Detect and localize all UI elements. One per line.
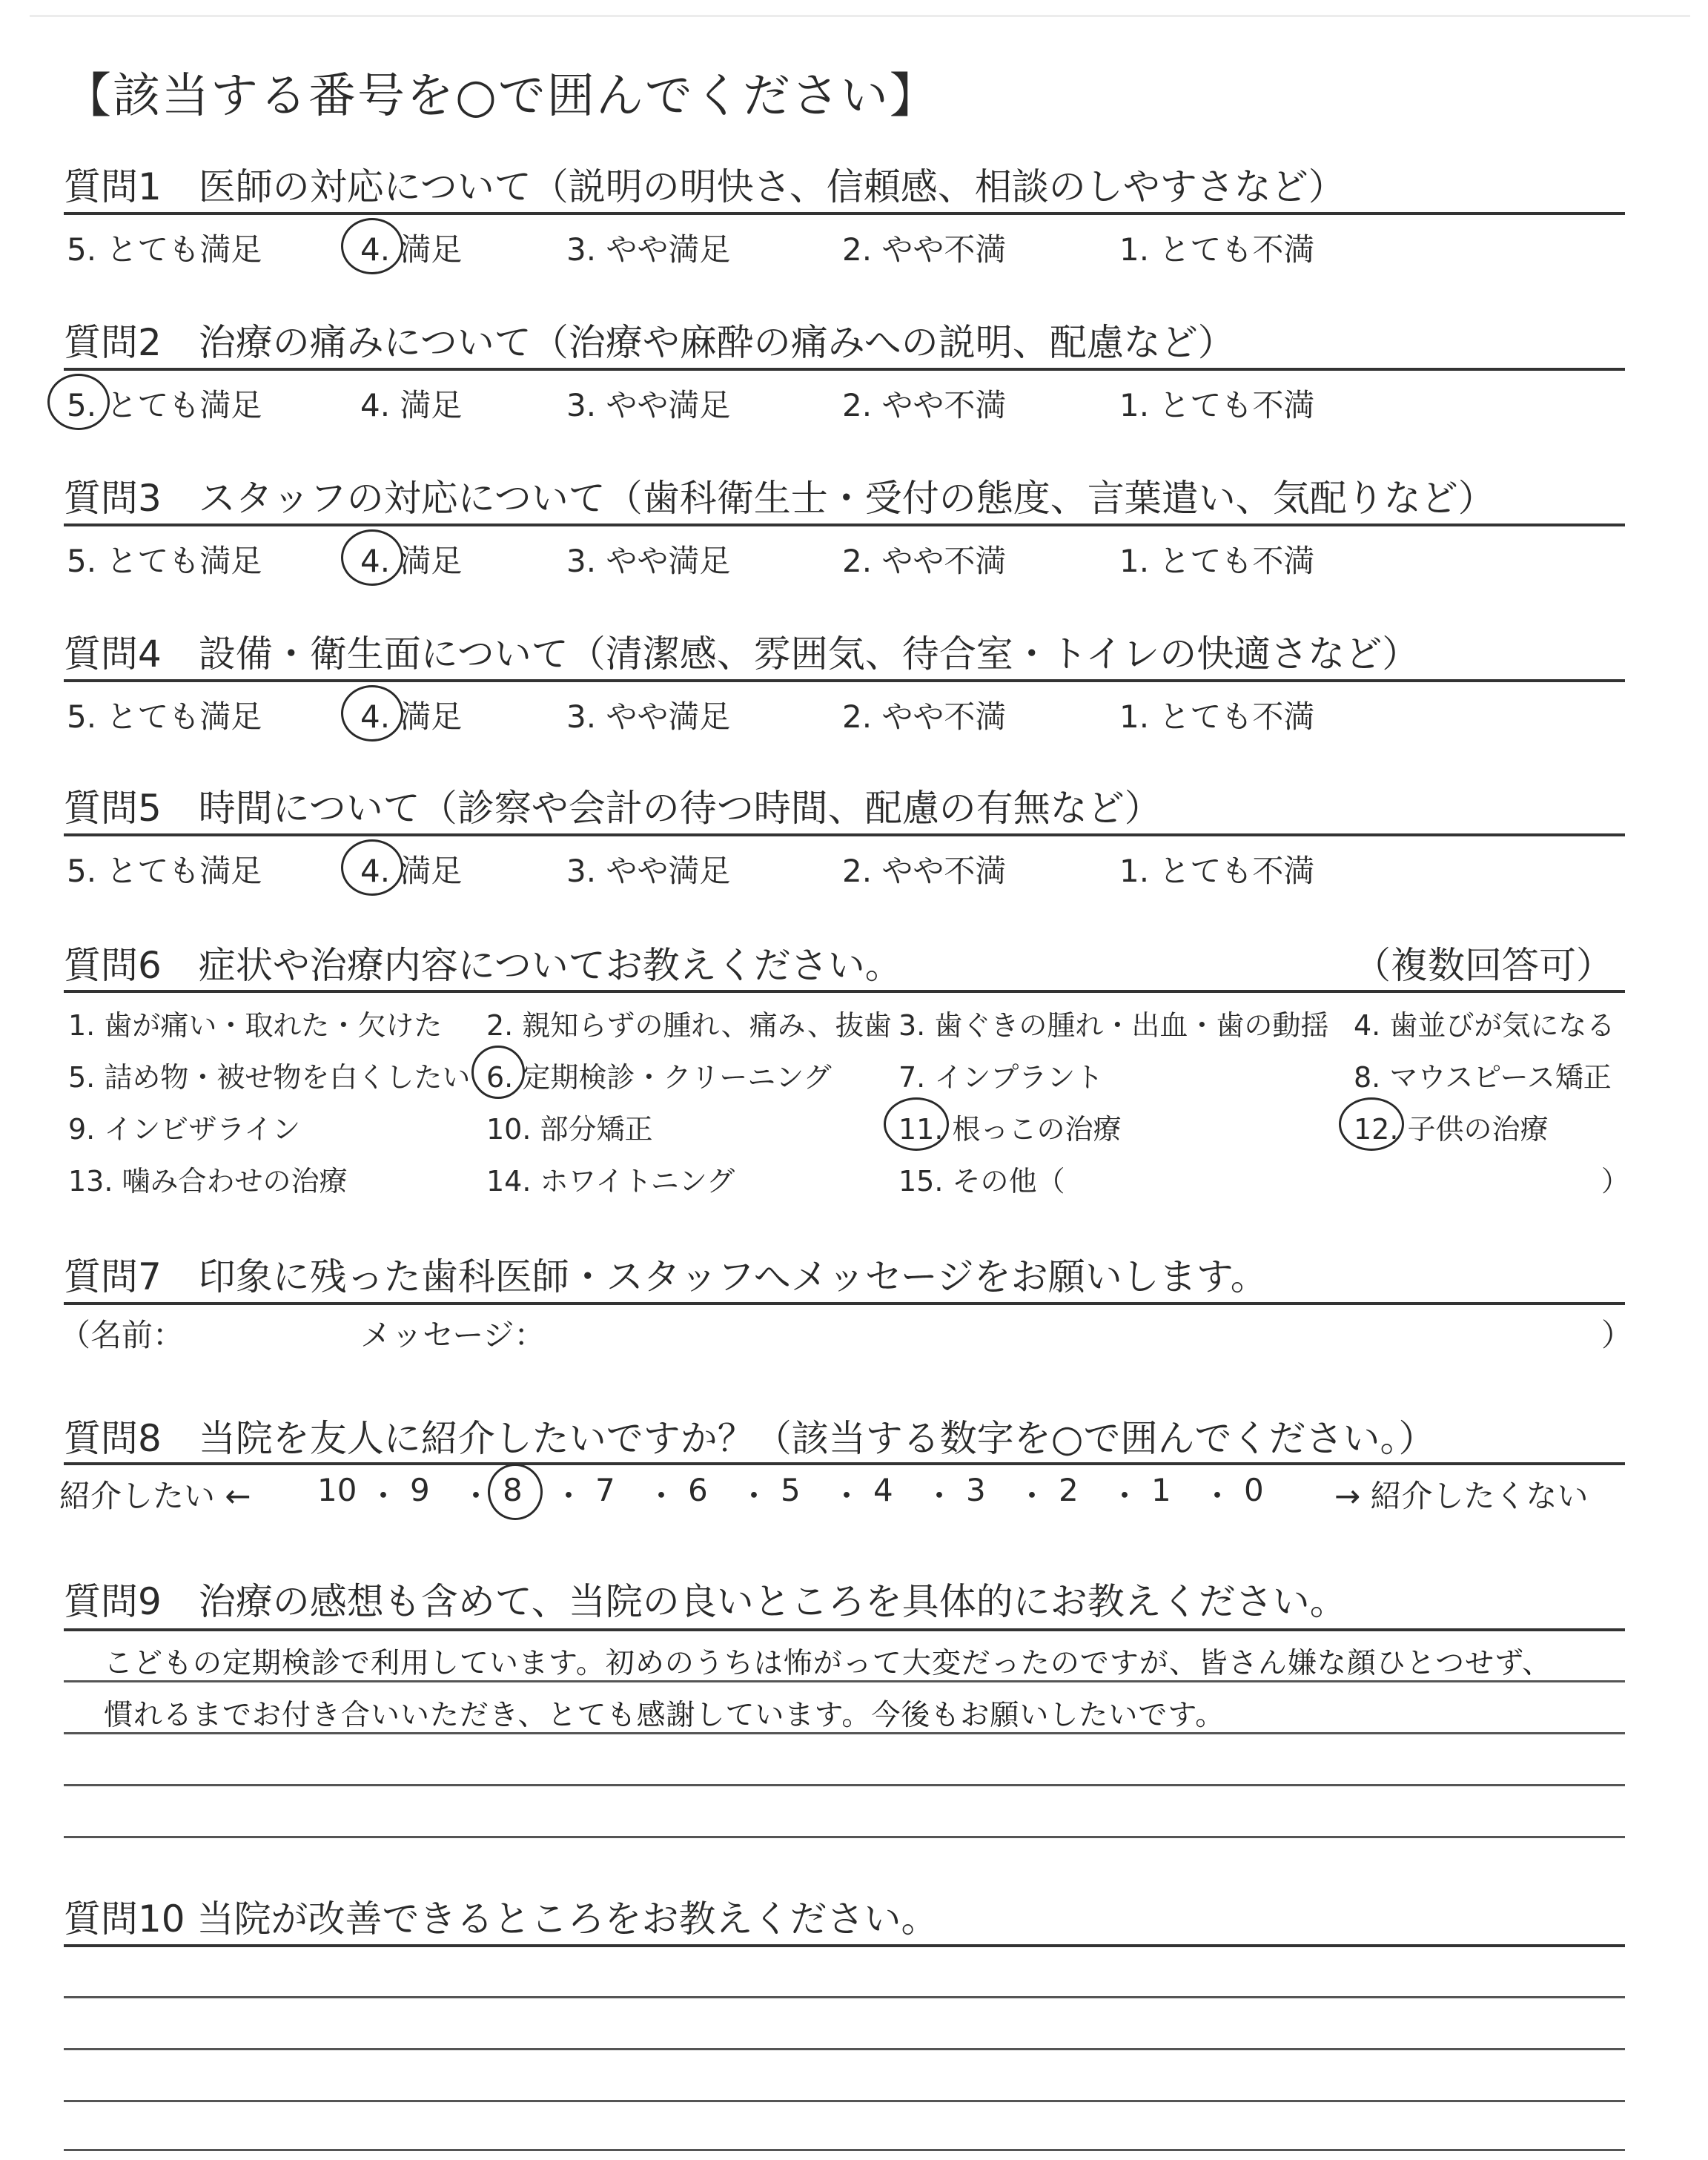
page-top-edge	[30, 15, 1690, 17]
q8-left-label: 紹介したい ←	[59, 1478, 251, 1514]
q9-heading: 質問9 治療の感想も含めて、当院の良いところを具体的にお教えください。	[64, 1580, 1347, 1623]
q2-rule	[64, 368, 1625, 371]
q8-scale-1[interactable]: 1	[1151, 1472, 1171, 1508]
q3-option-4[interactable]: 4. 満足	[360, 543, 463, 579]
q6-option-10[interactable]: 10. 部分矯正	[486, 1113, 653, 1146]
q9-line-4	[64, 1836, 1625, 1838]
q7-close-paren: ）	[1601, 1317, 1633, 1353]
q7-message-label: メッセージ：	[360, 1317, 546, 1353]
q6-option-4[interactable]: 4. 歯並びが気になる	[1354, 1009, 1615, 1042]
q5-answer-circle	[341, 839, 403, 896]
q6-rule	[64, 990, 1625, 993]
q8-scale-0[interactable]: 0	[1244, 1472, 1264, 1508]
q8-scale-9[interactable]: 9	[410, 1472, 430, 1508]
q8-heading: 質問8 当院を友人に紹介したいですか？（該当する数字を○で囲んでください。）	[64, 1417, 1436, 1460]
q8-scale-separator: ・	[831, 1478, 863, 1514]
q8-scale-6[interactable]: 6	[688, 1472, 708, 1508]
q2-option-4[interactable]: 4. 満足	[360, 387, 463, 423]
q1-option-5[interactable]: 5. とても満足	[67, 231, 262, 268]
q8-scale-separator: ・	[924, 1478, 956, 1514]
q6-option-7[interactable]: 7. インプラント	[898, 1061, 1104, 1094]
q8-scale-7[interactable]: 7	[595, 1472, 615, 1508]
q10-line-4	[64, 2149, 1625, 2151]
q5-option-3[interactable]: 3. やや満足	[566, 853, 731, 889]
q3-rule	[64, 524, 1625, 526]
q10-rule	[64, 1944, 1625, 1947]
q4-answer-circle	[341, 685, 403, 742]
q8-scale-10[interactable]: 10	[317, 1472, 357, 1508]
q6-option-9[interactable]: 9. インビザライン	[68, 1113, 301, 1146]
q7-heading: 質問7 印象に残った歯科医師・スタッフへメッセージをお願いします。	[64, 1255, 1268, 1298]
q6-option-1[interactable]: 1. 歯が痛い・取れた・欠けた	[68, 1009, 443, 1042]
q2-option-2[interactable]: 2. やや不満	[842, 387, 1007, 423]
q3-option-5[interactable]: 5. とても満足	[67, 543, 262, 579]
q2-answer-circle	[47, 374, 110, 430]
page-title: 【該当する番号を○で囲んでください】	[64, 69, 939, 124]
q8-answer-circle	[488, 1464, 543, 1520]
q4-option-5[interactable]: 5. とても満足	[67, 698, 262, 735]
q6-answer-circle-6	[471, 1046, 525, 1099]
q10-line-1	[64, 1996, 1625, 1998]
q8-scale-separator: ・	[1016, 1478, 1048, 1514]
q5-rule	[64, 833, 1625, 836]
q6-option-12[interactable]: 12. 子供の治療	[1354, 1113, 1549, 1146]
q8-scale-separator: ・	[1202, 1478, 1234, 1514]
q8-scale-4[interactable]: 4	[873, 1472, 893, 1508]
q6-option-14[interactable]: 14. ホワイトニング	[486, 1165, 735, 1198]
q10-line-3	[64, 2100, 1625, 2102]
q1-rule	[64, 212, 1625, 215]
q6-option-2[interactable]: 2. 親知らずの腫れ、痛み、抜歯	[486, 1009, 892, 1042]
q8-scale-separator: ・	[460, 1478, 492, 1514]
q2-option-5[interactable]: 5. とても満足	[67, 387, 262, 423]
q8-scale-separator: ・	[646, 1478, 678, 1514]
q6-option-3[interactable]: 3. 歯ぐきの腫れ・出血・歯の動揺	[898, 1009, 1329, 1042]
q6-multi-note: （複数回答可）	[1354, 944, 1613, 987]
q8-scale-5[interactable]: 5	[781, 1472, 801, 1508]
q8-scale-separator: ・	[368, 1478, 400, 1514]
q6-option-5[interactable]: 5. 詰め物・被せ物を白くしたい	[68, 1061, 471, 1094]
q9-line-3	[64, 1784, 1625, 1786]
q4-option-2[interactable]: 2. やや不満	[842, 698, 1007, 735]
q1-heading: 質問1 医師の対応について（説明の明快さ、信頼感、相談のしやすさなど）	[64, 165, 1345, 208]
q8-scale-separator: ・	[553, 1478, 585, 1514]
q10-heading: 質問10 当院が改善できるところをお教えください。	[64, 1898, 939, 1941]
q6-option-8[interactable]: 8. マウスピース矯正	[1354, 1061, 1612, 1094]
q9-answer-line-1: こどもの定期検診で利用しています。初めのうちは怖がって大変だったのですが、皆さん嫌な顔ひとつせず、	[104, 1647, 1552, 1680]
q4-heading: 質問4 設備・衛生面について（清潔感、雰囲気、待合室・トイレの快適さなど）	[64, 633, 1420, 676]
q6-option-6[interactable]: 6. 定期検診・クリーニング	[486, 1061, 832, 1094]
q3-option-2[interactable]: 2. やや不満	[842, 543, 1007, 579]
q6-answer-circle-11	[884, 1097, 949, 1151]
q8-scale-separator: ・	[738, 1478, 770, 1514]
q2-option-3[interactable]: 3. やや満足	[566, 387, 731, 423]
q6-option-15[interactable]: 15. その他（	[898, 1165, 1065, 1198]
q6-option-13[interactable]: 13. 噛み合わせの治療	[68, 1165, 348, 1198]
q6-heading: 質問6 症状や治療内容についてお教えください。	[64, 944, 902, 987]
q2-option-1[interactable]: 1. とても不満	[1119, 387, 1315, 423]
q8-right-label: → 紹介したくない	[1334, 1478, 1589, 1514]
q5-heading: 質問5 時間について（診察や会計の待つ時間、配慮の有無など）	[64, 787, 1162, 830]
q4-option-1[interactable]: 1. とても不満	[1119, 698, 1315, 735]
q2-heading: 質問2 治療の痛みについて（治療や麻酔の痛みへの説明、配慮など）	[64, 321, 1235, 364]
q3-option-1[interactable]: 1. とても不満	[1119, 543, 1315, 579]
q3-heading: 質問3 スタッフの対応について（歯科衛生士・受付の態度、言葉遣い、気配りなど）	[64, 477, 1495, 520]
q8-scale-8[interactable]: 8	[503, 1472, 523, 1508]
q8-scale-separator: ・	[1109, 1478, 1141, 1514]
q7-rule	[64, 1302, 1625, 1305]
q8-scale-2[interactable]: 2	[1059, 1472, 1079, 1508]
q4-option-3[interactable]: 3. やや満足	[566, 698, 731, 735]
q1-option-1[interactable]: 1. とても不満	[1119, 231, 1315, 268]
q5-option-4[interactable]: 4. 満足	[360, 853, 463, 889]
q3-option-3[interactable]: 3. やや満足	[566, 543, 731, 579]
q8-rule	[64, 1462, 1625, 1465]
q4-option-4[interactable]: 4. 満足	[360, 698, 463, 735]
q7-name-label: （名前：	[59, 1317, 185, 1353]
q6-option-11[interactable]: 11. 根っこの治療	[898, 1113, 1122, 1146]
q1-answer-circle	[341, 218, 403, 274]
q5-option-1[interactable]: 1. とても不満	[1119, 853, 1315, 889]
q9-answer-line-2: 慣れるまでお付き合いいただき、とても感謝しています。今後もお願いしたいです。	[104, 1699, 1225, 1732]
q10-line-2	[64, 2048, 1625, 2050]
q1-option-2[interactable]: 2. やや不満	[842, 231, 1007, 268]
q8-scale-3[interactable]: 3	[966, 1472, 986, 1508]
q6-other-close-paren: ）	[1601, 1165, 1630, 1198]
q9-rule	[64, 1628, 1625, 1631]
q3-answer-circle	[341, 529, 403, 586]
q6-answer-circle-12	[1339, 1097, 1404, 1151]
q1-option-4[interactable]: 4. 満足	[360, 231, 463, 268]
q5-option-5[interactable]: 5. とても満足	[67, 853, 262, 889]
q1-option-3[interactable]: 3. やや満足	[566, 231, 731, 268]
q4-rule	[64, 679, 1625, 682]
q5-option-2[interactable]: 2. やや不満	[842, 853, 1007, 889]
